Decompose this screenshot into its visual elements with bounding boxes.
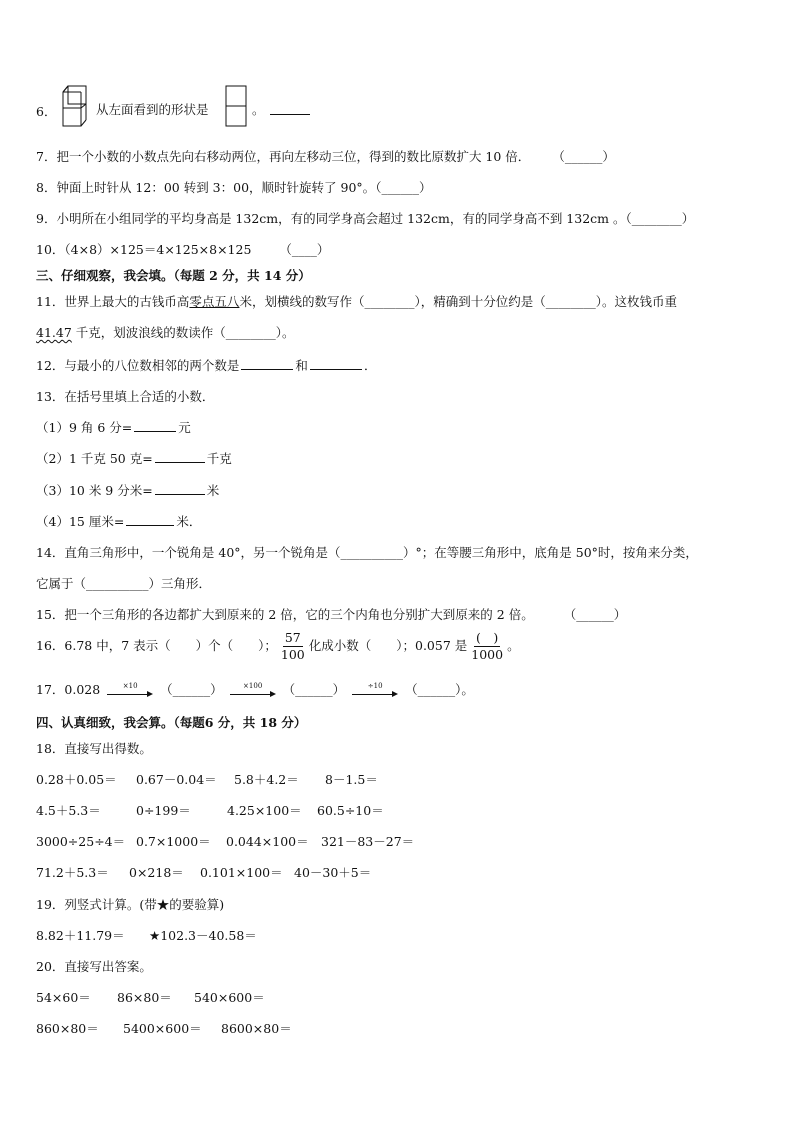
question-9	[36, 209, 694, 227]
calc-item: 0×218＝	[129, 865, 184, 880]
calc-item: 0.044×100＝	[226, 834, 309, 849]
question-10-text: 10．（4×8）×125＝4×125×8×125	[36, 242, 252, 257]
arrow-icon	[352, 683, 398, 698]
q12-end: ．	[363, 358, 377, 373]
calc-item: 5.8＋4.2＝	[234, 772, 299, 787]
question-6-text: 从左面看到的形状是	[96, 102, 209, 117]
answer-blank[interactable]	[155, 450, 205, 463]
arrow-operator: ×10	[122, 682, 138, 690]
q13-item-text: （3）10 米 9 分米=	[36, 483, 153, 498]
q13-item-text: （1）9 角 6 分=	[36, 420, 133, 435]
answer-paren[interactable]: （________）	[625, 211, 695, 226]
answer-paren[interactable]: （______）	[282, 682, 346, 697]
arrow-icon	[230, 683, 276, 698]
question-8-text: 8．钟面上时针从 12：00 转到 3：00，顺时针旋转了 90°。	[36, 180, 376, 195]
cube-stack-figure	[60, 84, 94, 128]
answer-paren[interactable]: （____）	[279, 242, 330, 257]
answer-paren[interactable]: （______）	[405, 682, 462, 697]
question-15	[36, 605, 626, 623]
q13-item	[36, 418, 191, 436]
calc-item: 8－1.5＝	[325, 772, 378, 787]
question-15-text: 15．把一个三角形的各边都扩大到原来的 2 倍，它的三个内角也分别扩大到原来的 2 倍。	[36, 607, 534, 622]
question-14-cont: 它属于（__________）三角形．	[36, 576, 212, 591]
question-17	[36, 680, 474, 698]
underlined-number: 零点五八	[189, 294, 240, 309]
q13-item-text: （2）1 千克 50 克=	[36, 451, 153, 466]
answer-blank[interactable]	[310, 357, 362, 370]
calc-item: 8.82＋11.79＝	[36, 928, 125, 943]
q13-item-unit: 米．	[176, 514, 202, 529]
q17-end: 。	[461, 682, 474, 697]
section-3-heading: 三、仔细观察，我会填。（每题 2 分，共 14 分）	[36, 268, 311, 283]
question-7	[36, 147, 615, 165]
question-6-end: 。	[252, 102, 265, 117]
section-4-heading: 四、认真细致，我会算。（每题6 分，共 18 分）	[36, 715, 307, 730]
calc-item: 3000÷25÷4＝	[36, 834, 126, 849]
q13-item-unit: 千克	[206, 451, 232, 466]
answer-paren[interactable]: （______）	[375, 180, 432, 195]
calc-item: 4.5＋5.3＝	[36, 803, 101, 818]
arrow-operator: ÷10	[367, 682, 383, 690]
calc-item: 860×80＝	[36, 1021, 99, 1036]
calc-item: 0.67－0.04＝	[136, 772, 217, 787]
denominator: 100	[280, 647, 305, 662]
answer-blank[interactable]	[126, 513, 174, 526]
question-7-text: 7．把一个小数的小数点先向右移动两位，再向左移动三位，得到的数比原数扩大 10 倍．	[36, 149, 531, 164]
calc-item: ★102.3－40.58＝	[149, 928, 257, 943]
question-12	[36, 356, 376, 374]
answer-paren[interactable]: （______）	[160, 682, 223, 697]
q11-part-c: 千克，划波浪线的数读作（________）。	[71, 325, 295, 340]
calc-item: 4.25×100＝	[227, 803, 302, 818]
q13-item-unit: 元	[178, 420, 191, 435]
calc-item: 5400×600＝	[123, 1021, 202, 1036]
question-9-text: 9．小明所在小组同学的平均身高是 132cm，有的同学身高会超过 132cm，有的同学身高不到 132cm 。	[36, 211, 626, 226]
question-11	[36, 292, 677, 310]
arrow-operator: ×100	[243, 682, 263, 690]
q12-and: 和	[295, 358, 308, 373]
calc-item: 8600×80＝	[221, 1021, 292, 1036]
calc-item: 0.101×100＝	[200, 865, 283, 880]
answer-blank[interactable]	[134, 419, 176, 432]
q13-item-text: （4）15 厘米=	[36, 514, 125, 529]
q16-part-b: 化成小数（ ）；0.057 是	[308, 638, 468, 653]
calc-item: 40－30＋5＝	[294, 865, 372, 880]
question-19-title: 19．列竖式计算。(带★的要验算)	[36, 897, 225, 912]
q13-item	[36, 481, 219, 499]
denominator: 1000	[471, 647, 504, 662]
arrow-icon	[107, 683, 153, 698]
q13-item	[36, 449, 232, 467]
calc-item: 71.2＋5.3＝	[36, 865, 109, 880]
calc-item: 86×80＝	[117, 990, 172, 1005]
q13-item	[36, 512, 201, 530]
answer-paren[interactable]: （______）	[563, 607, 627, 622]
question-10	[36, 240, 329, 258]
answer-blank[interactable]	[241, 357, 293, 370]
wavy-number: 41.47	[36, 325, 72, 340]
calc-item: 60.5÷10＝	[317, 803, 384, 818]
q11-part-b: 米，划横线的数写作（________），精确到十分位约是（________）。这枚钱币重	[239, 294, 677, 309]
fraction-57-100	[279, 630, 307, 663]
calc-item: 321－83－27＝	[321, 834, 415, 849]
answer-blank[interactable]	[270, 102, 310, 115]
calc-item: 0÷199＝	[136, 803, 191, 818]
question-11-cont	[36, 323, 295, 341]
question-8	[36, 178, 431, 196]
numerator-blank[interactable]: ( )	[476, 630, 499, 645]
q17-start: 17．0.028	[36, 682, 101, 697]
question-20-title: 20．直接写出答案。	[36, 959, 152, 974]
q16-part-a: 16．6.78 中，7 表示（ ）个（ ）；	[36, 638, 277, 653]
answer-paren[interactable]: （______）	[552, 149, 615, 164]
question-number: 6．	[36, 104, 57, 119]
calc-item: 540×600＝	[194, 990, 265, 1005]
calc-item: 0.28＋0.05＝	[36, 772, 117, 787]
q12-text: 12．与最小的八位数相邻的两个数是	[36, 358, 240, 373]
question-18-title: 18．直接写出得数。	[36, 741, 152, 756]
q13-item-unit: 米	[206, 483, 220, 498]
question-16	[36, 630, 520, 663]
answer-blank[interactable]	[155, 482, 205, 495]
calc-item: 0.7×1000＝	[136, 834, 211, 849]
side-view-shape	[225, 84, 247, 128]
q11-part-a: 11．世界上最大的古钱币高	[36, 294, 190, 309]
calc-item: 54×60＝	[36, 990, 91, 1005]
q16-end: 。	[507, 638, 520, 653]
fraction-blank-1000	[469, 630, 505, 663]
question-13-title: 13．在括号里填上合适的小数．	[36, 389, 215, 404]
numerator: 57	[284, 630, 301, 645]
question-14: 14．直角三角形中，一个锐角是 40°，另一个锐角是（__________）°；在等腰三角形中，底角是 50°时，按角来分类，	[36, 545, 698, 560]
